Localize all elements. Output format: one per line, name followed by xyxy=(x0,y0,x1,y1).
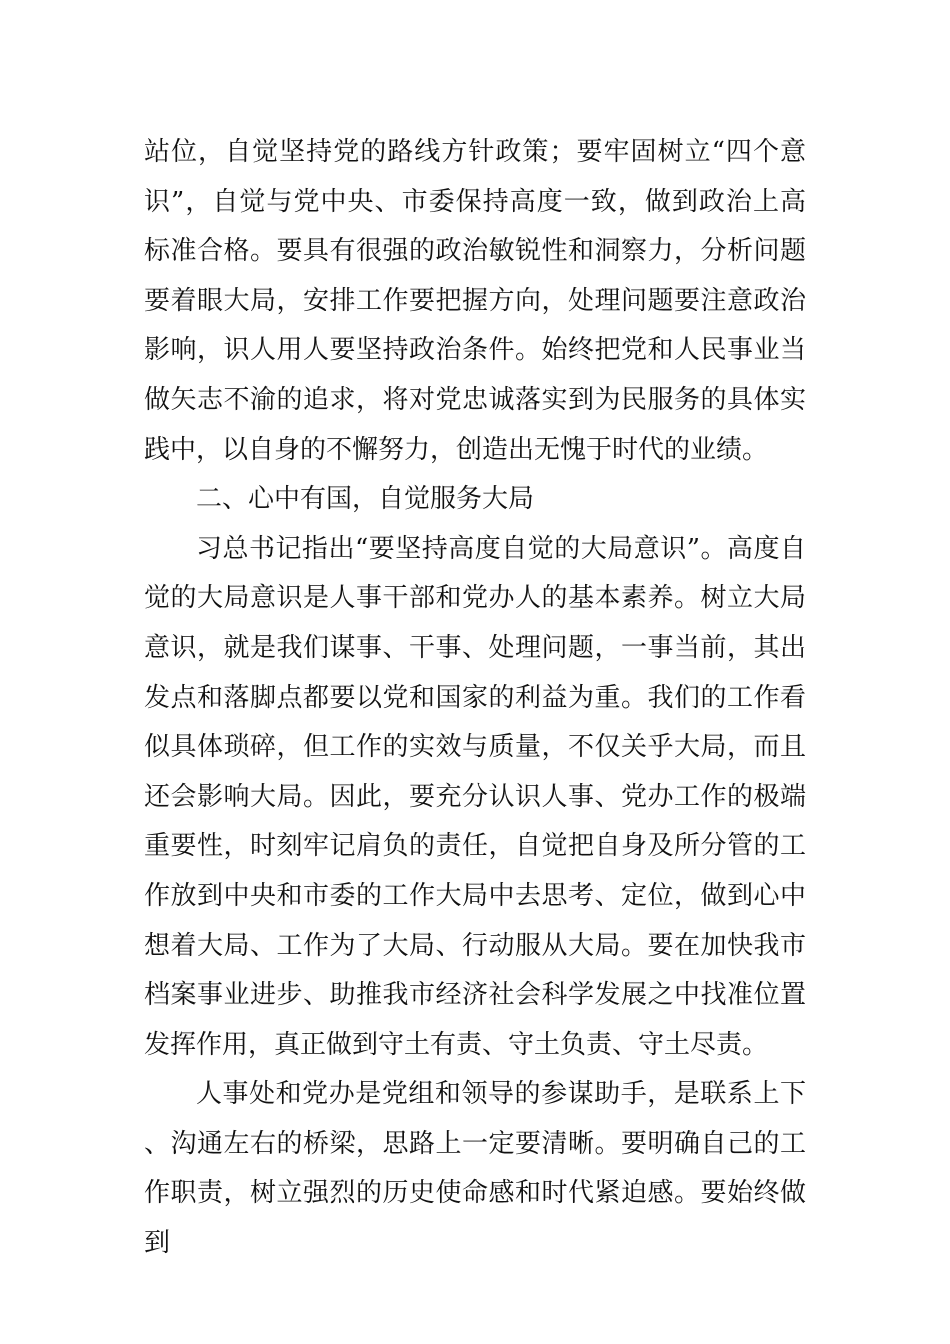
paragraph-body: 习总书记指出“要坚持高度自觉的大局意识”。高度自觉的大局意识是人事干部和党办人的基本素养。树立大局意识，就是我们谋事、干事、处理问题，一事当前，其出发点和落脚点都要以党和国家的利益为重。我们的工作看似具体琐碎，但工作的实效与质量，不仅关乎大局，而且还会影响大局。因此，要充分认识人事、党办工作的极端重要性，时刻牢记肩负的责任，自觉把自身及所分管的工作放到中央和市委的工作大局中去思考、定位，做到心中想着大局、工作为了大局、行动服从大局。要在加快我市档案事业进步、助推我市经济社会科学发展之中找准位置发挥作用，真正做到守土有责、守土负责、守土尽责。 xyxy=(144,533,806,1060)
document-page xyxy=(144,128,806,1269)
paragraph-body: 人事处和党办是党组和领导的参谋助手，是联系上下、沟通左右的桥梁，思路上一定要清晰。要明确自己的工作职责，树立强烈的历史使命感和时代紧迫感。要始终做到 xyxy=(144,1079,806,1259)
section-heading: 二、心中有国，自觉服务大局 xyxy=(196,484,535,515)
paragraph-continuation: 站位，自觉坚持党的路线方针政策；要牢固树立“四个意识”，自觉与党中央、市委保持高度一致，做到政治上高标准合格。要具有很强的政治敏锐性和洞察力，分析问题要着眼大局，安排工作要把握方向，处理问题要注意政治影响，识人用人要坚持政治条件。始终把党和人民事业当做矢志不渝的追求，将对党忠诚落实到为民服务的具体实践中，以自身的不懈努力，创造出无愧于时代的业绩。 xyxy=(144,137,806,465)
